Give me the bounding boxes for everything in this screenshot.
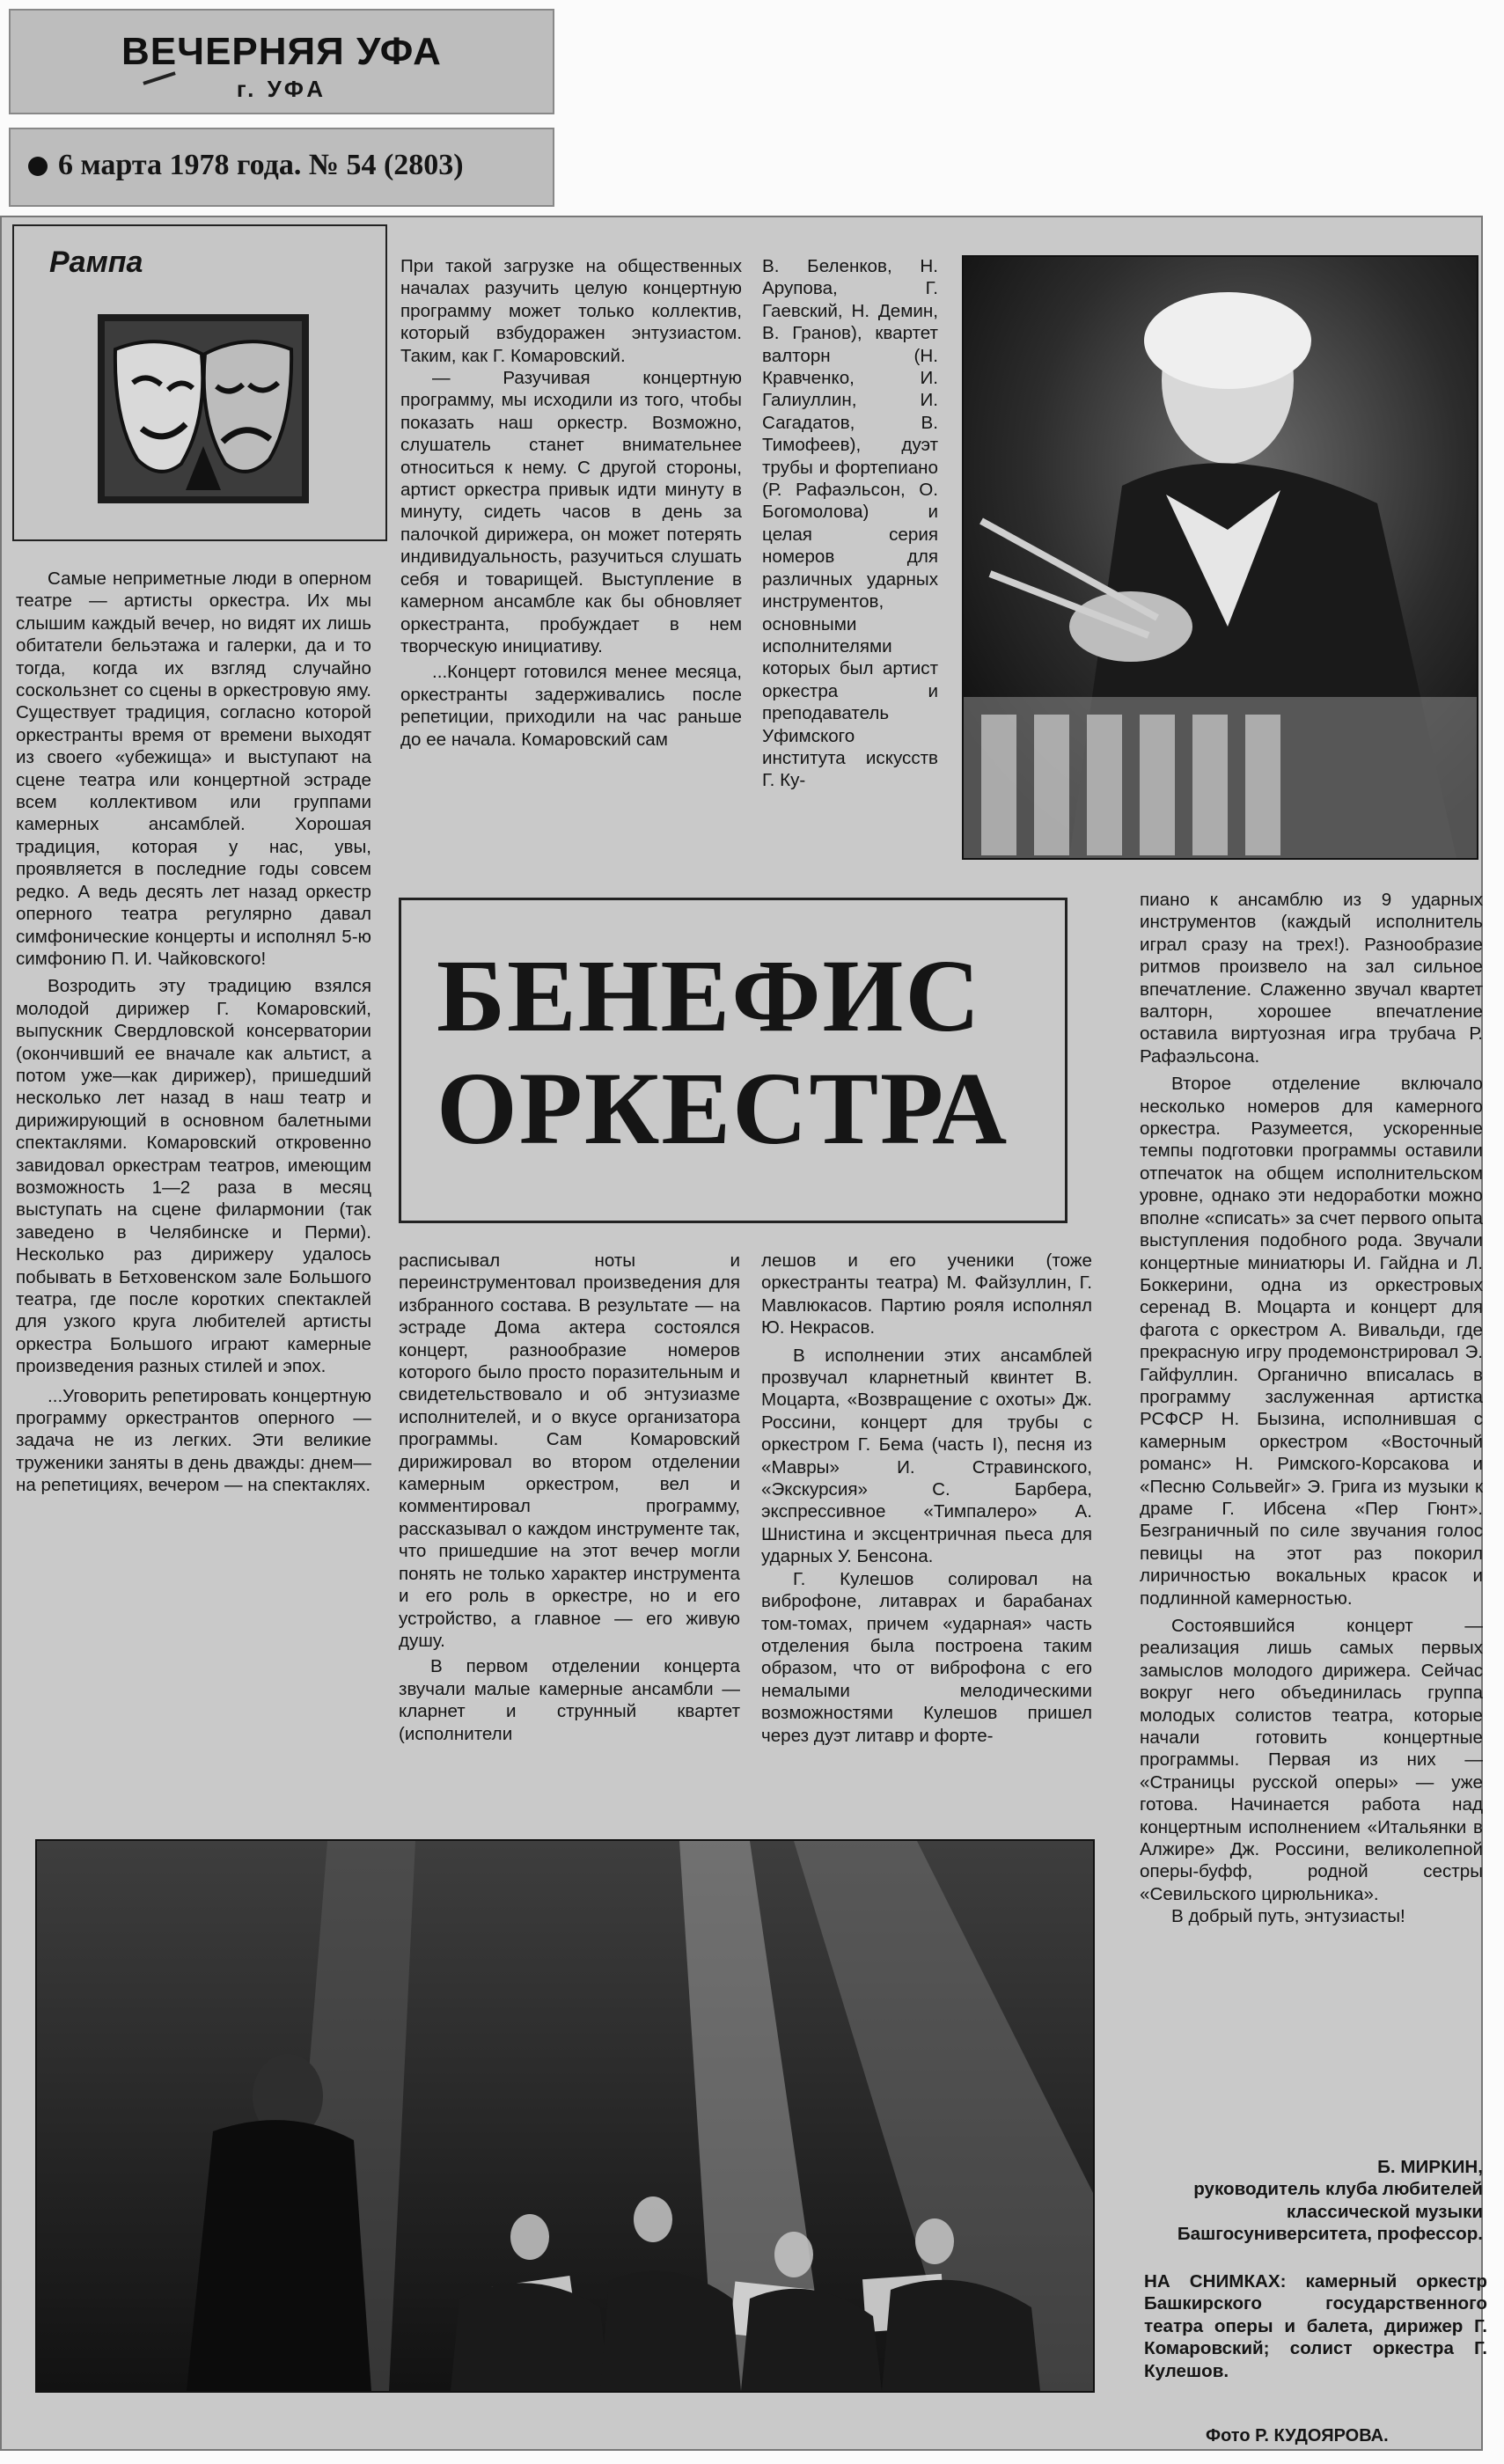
paragraph: ...Уговорить репетировать концертную программу оркестрантов оперного — задача не из легких. Эти великие труженики заняты в день дважды: днем—на репетициях, вечером — на спектаклях.	[16, 1385, 371, 1496]
paragraph: Второе отделение включало несколько номеров для камерного оркестра. Разумеется, ускоренные темпы подготовки программы оставили отпечаток на общем исполнительском уровне, однако эти недоработки можно вполне «списать» за счет первого опыта выступления подобного рода. Звучали концертные миниатюры И. Гайдна и Л. Боккерини, одна из оркестровых серенад В. Моцарта и концерт для фагота с оркестром А. Вивальди, где прекрасную игру продемонстрировал Э. Гайфуллин. Органично вписалась в программу заслуженная артистка РСФСР Н. Бызина, исполнившая с камерным оркестром «Восточный романс» Н. Римского-Корсакова и «Песню Сольвейг» Э. Грига из музыки к драме Г. Ибсена «Пер Гюнт». Безграничный по силе звучания голос певицы на этот раз покорил лиричностью вокальных красок и подлинной камерностью.	[1140, 1074, 1483, 1609]
rubric-label: Рампа	[49, 246, 143, 279]
article-column-1	[16, 568, 371, 1497]
paragraph: лешов и его ученики (тоже оркестранты театра) М. Файзуллин, Г. Мавлюкасов. Партию рояля исполнял Ю. Некрасов.	[761, 1250, 1092, 1338]
headline-line-2: ОРКЕСТРА	[437, 1051, 1009, 1166]
paragraph: расписывал ноты и переинструментовал произведения для избранного состава. В результате — на эстраде Дома актера состоялся концерт, разнообразие номеров которого было просто поразительным и свидетельствовало и об энтузиазме исполнителей, и о вкусе организатора программы. Сам Комаровский дирижировал во втором отделении камерным оркестром, вел и комментировал программу, рассказывал о каждом инструменте так, что пришедшие на этот вечер могли понять не только характер инструмента и его роль в оркестре, но и его устройство, а главное — его живую душу.	[399, 1250, 740, 1651]
paragraph: В. Беленков, Н. Арупова, Г. Гаевский, Н. Демин, В. Гранов), квартет валторн (Н. Кравченко, И. Галиуллин, И. Сагадатов, В. Тимофеев), дуэт трубы и фортепиано (Р. Рафаэльсон, О. Богомолова) и целая серия номеров для различных ударных инструментов, основными исполнителями которых был артист оркестра и преподаватель Уфимского института искусств Г. Ку-	[762, 256, 938, 791]
photo-caption	[1144, 2270, 1487, 2382]
paragraph: ...Концерт готовился менее месяца, оркестранты задерживались после репетиции, приходили на час раньше до ее начала. Комаровский сам	[400, 662, 742, 750]
newspaper-stamp	[9, 9, 554, 114]
paragraph: — Разучивая концертную программу, мы исходили из того, чтобы показать наш оркестр. Возможно, слушатель станет внимательнее относиться к нему. С другой стороны, артист оркестра привык идти минуту в минуту, сидеть часов в день за палочкой дирижера, он может потерять индивидуальность, разучиться слушать себя и товарищей. Выступление в камерном ансамбле как бы обновляет оркестранта, пробуждает в нем творческую инициативу.	[400, 368, 742, 656]
caption-lead: НА СНИМКАХ:	[1144, 2271, 1287, 2292]
headline-box	[399, 898, 1067, 1223]
chamber-orchestra-photo	[35, 1839, 1095, 2393]
article-column-2-bottom	[399, 1250, 740, 1745]
author-signature	[1170, 2156, 1483, 2246]
article-column-3-bottom	[761, 1250, 1092, 1747]
percussionist-vibraphone-photo	[962, 255, 1478, 860]
caption-text: камерный оркестр Башкирского государственного театра оперы и балета, дирижер Г. Комаровский; солист оркестра Г. Кулешов.	[1144, 2271, 1488, 2381]
bullet-icon	[28, 157, 48, 176]
theatre-masks-icon	[98, 314, 309, 503]
paragraph: В добрый путь, энтузиасты!	[1171, 1906, 1405, 1927]
paragraph: Г. Кулешов солировал на виброфоне, литаврах и барабанах том-томах, причем «ударная» часть отделения была построена таким образом, что от виброфона с его немалыми мелодическими возможностями Кулешов пришел через дуэт литавр и форте-	[761, 1568, 1092, 1746]
author-name: Б. МИРКИН,	[1377, 2157, 1483, 2177]
paragraph: Самые неприметные люди в оперном театре — артисты оркестра. Их мы слышим каждый вечер, но видят их лишь обитатели бельэтажа и галерки, да и то тогда, когда их взгляд случайно соскользнет со сцены в оркестровую яму. Существует традиция, согласно которой оркестранты время от времени выходят из своего «убежища» и выступают на сцене театра или концертной эстраде всем коллективом или группами камерных ансамблей. Хорошая традиция, которая у нас, увы, проявляется в последние годы совсем редко. А ведь десять лет назад оркестр оперного театра регулярно давал симфонические концерты и исполнял 5-ю симфонию П. И. Чайковского!	[16, 568, 371, 969]
paragraph: В первом отделении концерта звучали малые камерные ансамбли — кларнет и струнный квартет (исполнители	[399, 1656, 740, 1744]
paragraph: В исполнении этих ансамблей прозвучал кларнетный квинтет В. Моцарта, «Возвращение с охоты» Дж. Россини, концерт для трубы с оркестром Г. Бема (часть I), песня из «Мавры» И. Стравинского, «Экскурсия» С. Барбера, экспрессивное «Тимпалеро» А. Шнистина и эксцентричная пьеса для ударных У. Бенсона.	[761, 1345, 1092, 1567]
paragraph: Возродить эту традицию взялся молодой дирижер Г. Комаровский, выпускник Свердловской консерватории (окончивший ее вначале как альтист, а потом уже—как дирижер), пришедший несколько лет назад в наш театр и дирижирующий в основном балетными спектаклями. Комаровский откровенно завидовал оркестрам театров, имеющим возможность 1—2 раза в месяц выступать на сцене филармонии (так заведено в Челябинске и Перми). Несколько раз дирижеру удалось побывать в Бетховенском зале Большого театра, где после коротких спектаклей для узкого круга любителей артисты оркестра Большого играют камерные произведения разных стилей и эпох.	[16, 976, 371, 1377]
article-column-3-top	[762, 255, 938, 792]
author-title: руководитель клуба любителей классической музыки Башгосуниверситета, профессор.	[1177, 2179, 1483, 2245]
newspaper-city: г. УФА	[236, 76, 327, 102]
issue-dateline	[9, 128, 554, 207]
issue-date: 6 марта 1978 года. № 54 (2803)	[58, 149, 464, 181]
photo-image	[964, 257, 1477, 858]
rubric-box	[12, 224, 387, 541]
newspaper-name: ВЕЧЕРНЯЯ УФА	[121, 30, 442, 73]
headline-line-1: БЕНЕФИС	[437, 938, 982, 1053]
paragraph: При такой загрузке на общественных началах разучить целую концертную программу может только коллектив, который взбудоражен энтузиастом. Таким, как Г. Комаровский.	[400, 256, 742, 366]
article-column-2-top	[400, 255, 742, 751]
paragraph: Состоявшийся концерт — реализация лишь самых первых замыслов молодого дирижера. Сейчас вокруг него объединилась группа молодых солистов театра, которые начали готовить концертные программы. Первая из них — «Страницы русской оперы» — уже готова. Начинается работа над концертным исполнением «Итальянки в Алжире» Дж. Россини, великолепной оперы-буфф, родной сестры «Севильского цирюльника».	[1140, 1616, 1483, 1904]
paragraph: пиано к ансамблю из 9 ударных инструментов (каждый исполнитель играл сразу на трех!). Разнообразие ритмов произвело на зал сильное впечатление. Слаженно звучал квартет валторн, хорошее впечатление оставила виртуозная игра трубача Р. Рафаэльсона.	[1140, 890, 1483, 1067]
headline	[437, 940, 1009, 1165]
photo-credit: Фото Р. КУДОЯРОВА.	[1206, 2426, 1389, 2446]
article-column-4	[1140, 889, 1483, 1928]
photo-image	[37, 1841, 1093, 2391]
